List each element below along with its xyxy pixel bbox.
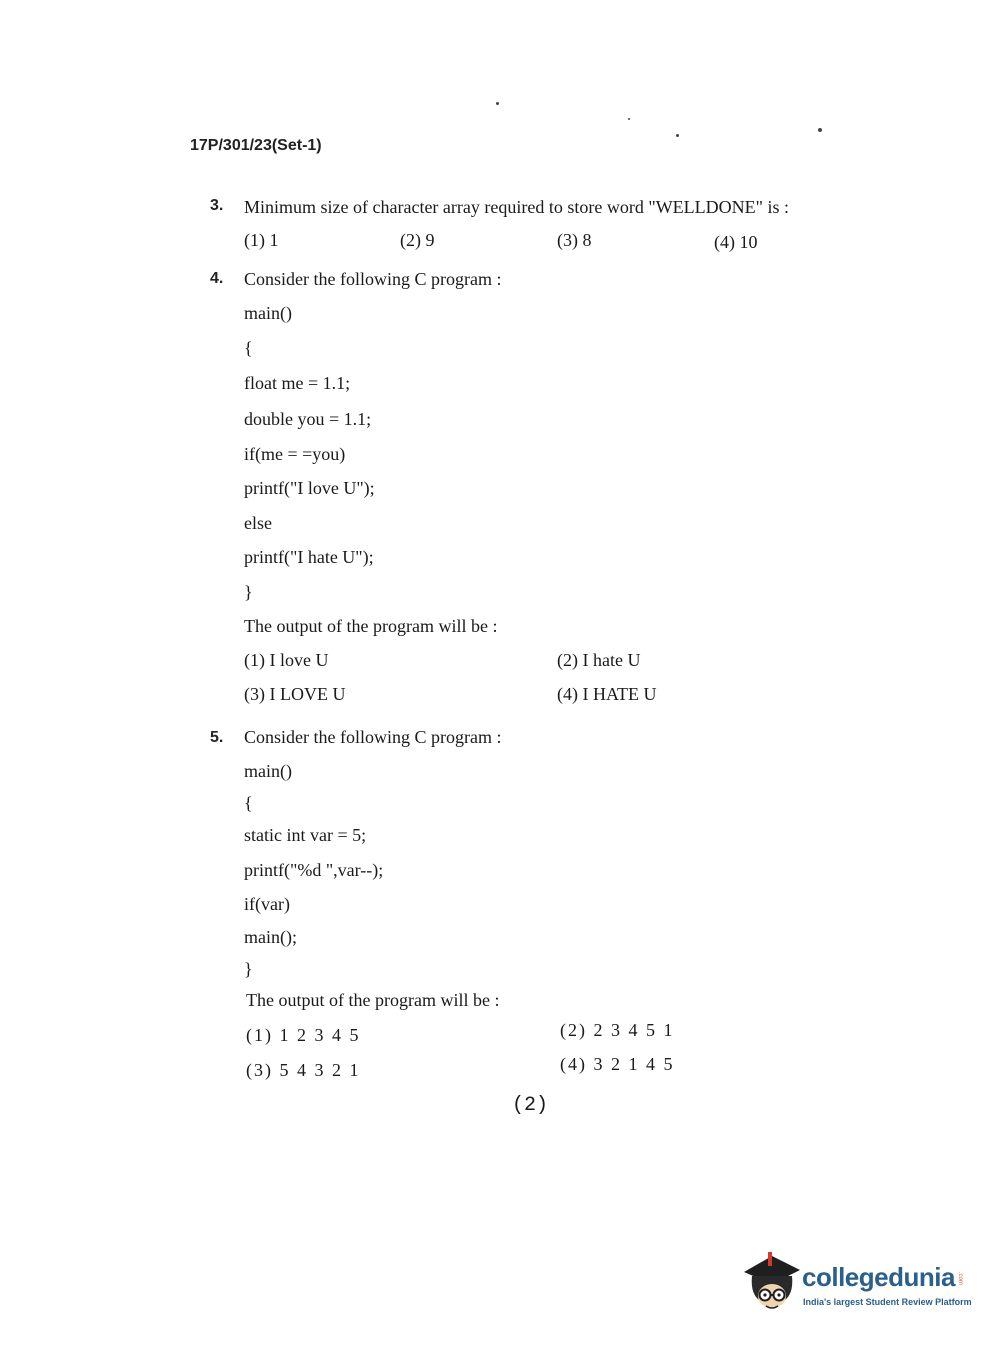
question-prompt: The output of the program will be : [244, 616, 498, 636]
brand-dotcom: .com [957, 1272, 963, 1286]
code-line: { [244, 338, 253, 358]
option-2: (2) 2 3 4 5 1 [560, 1020, 675, 1040]
option-4: (4) I HATE U [557, 684, 657, 704]
brand-name: collegedunia [802, 1262, 955, 1292]
code-line: printf("I love U"); [244, 478, 375, 498]
code-line: main() [244, 303, 292, 323]
question-text: Minimum size of character array required to store word "WELLDONE" is : [244, 197, 790, 217]
page-number: (2) [512, 1094, 549, 1117]
code-line: float me = 1.1; [244, 373, 351, 393]
code-line: printf("I hate U"); [244, 547, 374, 567]
option-3: (3) I LOVE U [244, 684, 346, 704]
option-4: (4) 3 2 1 4 5 [560, 1054, 675, 1074]
option-1: (1) 1 2 3 4 5 [246, 1025, 361, 1045]
code-line: if(me = =you) [244, 444, 346, 464]
option-2: (2) I hate U [557, 650, 641, 670]
code-line: static int var = 5; [244, 825, 367, 845]
option-4: (4) 10 [714, 232, 758, 252]
question-text: Consider the following C program : [244, 727, 502, 747]
code-line: { [244, 793, 253, 813]
option-3: (3) 5 4 3 2 1 [246, 1060, 361, 1080]
paper-code: 17P/301/23(Set-1) [190, 137, 322, 154]
code-line: else [244, 513, 272, 533]
question-number: 5. [210, 729, 224, 746]
option-2: (2) 9 [400, 230, 435, 250]
scan-speck [628, 118, 630, 120]
option-3: (3) 8 [557, 230, 592, 250]
scan-speck [676, 134, 679, 137]
question-number: 3. [210, 197, 224, 214]
scan-speck [496, 102, 499, 105]
code-line: main(); [244, 927, 297, 947]
question-number: 4. [210, 270, 224, 287]
option-1: (1) 1 [244, 230, 279, 250]
code-line: } [244, 582, 253, 602]
question-prompt: The output of the program will be : [246, 990, 500, 1010]
code-line: } [244, 959, 253, 979]
option-1: (1) I love U [244, 650, 329, 670]
code-line: double you = 1.1; [244, 409, 372, 429]
scan-speck [818, 128, 822, 132]
brand-tagline: India's largest Student Review Platform [803, 1297, 972, 1307]
question-text: Consider the following C program : [244, 269, 502, 289]
code-line: if(var) [244, 894, 290, 914]
code-line: main() [244, 761, 292, 781]
code-line: printf("%d ",var--); [244, 860, 384, 880]
